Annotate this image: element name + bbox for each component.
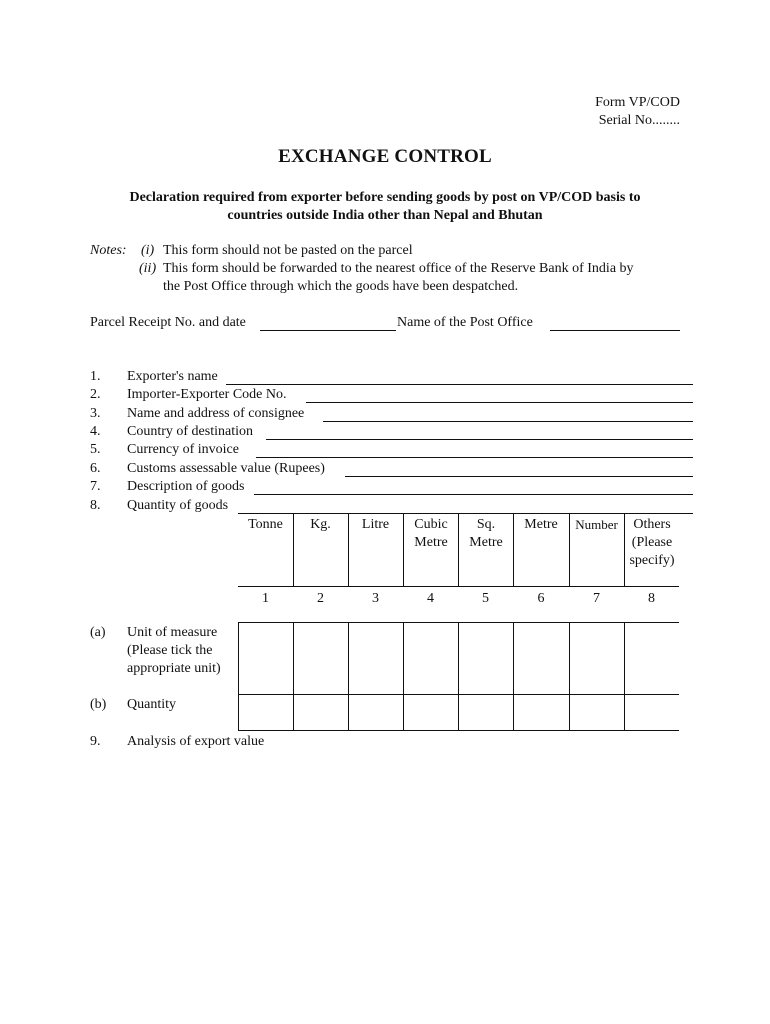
destination-label: Country of destination [127, 424, 253, 439]
unit-tick-cell-others[interactable] [625, 623, 679, 694]
table-col-divider [624, 514, 625, 586]
page-title: EXCHANGE CONTROL [278, 146, 492, 167]
table-rule [238, 730, 679, 731]
unit-header-metre: Metre [524, 517, 558, 532]
table-rule [238, 586, 679, 587]
quantity-cell-sq-metre[interactable] [459, 695, 513, 730]
note-marker-i: (i) [141, 243, 155, 258]
subtitle-line2: countries outside India other than Nepal and Bhutan [227, 208, 543, 223]
item-number: 3. [90, 406, 101, 421]
subtitle-line1: Declaration required from exporter before sending goods by post on VP/COD basis to [129, 190, 641, 205]
item-number: 6. [90, 461, 101, 476]
unit-header-tonne: Tonne [248, 517, 283, 532]
unit-tick-cell-litre[interactable] [349, 623, 403, 694]
quantity-cell-others[interactable] [625, 695, 679, 730]
consignee-field[interactable] [323, 421, 693, 422]
unit-tick-cell-number[interactable] [570, 623, 624, 694]
item-number: 4. [90, 424, 101, 439]
assessable-value-field[interactable] [345, 476, 693, 477]
column-number: 2 [317, 591, 324, 606]
item-number: 8. [90, 498, 101, 513]
assessable-value-label: Customs assessable value (Rupees) [127, 461, 325, 476]
note-text-ii-cont: the Post Office through which the goods have been despatched. [163, 279, 519, 294]
unit-tick-cell-tonne[interactable] [239, 623, 293, 694]
notes-label: Notes: [90, 243, 127, 258]
quantity-label: Quantity [127, 697, 176, 712]
column-number: 3 [372, 591, 379, 606]
quantity-cell-cubic-metre[interactable] [404, 695, 458, 730]
post-office-field[interactable] [550, 330, 680, 331]
column-number: 6 [537, 591, 545, 606]
unit-header-sq-metre: Sq. Metre [469, 517, 503, 550]
item-number: 7. [90, 479, 101, 494]
currency-field[interactable] [256, 457, 693, 458]
column-number: 7 [593, 591, 600, 606]
unit-tick-cell-cubic-metre[interactable] [404, 623, 458, 694]
item-number: 5. [90, 442, 101, 457]
unit-of-measure-note: (Please tick the [127, 643, 213, 658]
exporter-name-field[interactable] [226, 384, 693, 385]
form-code: Form VP/COD [595, 95, 680, 110]
serial-number: Serial No........ [598, 113, 680, 128]
note-text-ii: This form should be forwarded to the nearest office of the Reserve Bank of India by [163, 261, 634, 276]
exporter-name-label: Exporter's name [127, 369, 218, 384]
parcel-receipt-label: Parcel Receipt No. and date [90, 315, 246, 330]
row-a-marker: (a) [90, 625, 106, 640]
quantity-cell-metre[interactable] [514, 695, 569, 730]
column-number: 5 [482, 591, 489, 606]
column-number: 1 [262, 591, 269, 606]
unit-tick-cell-metre[interactable] [514, 623, 569, 694]
quantity-cell-kg[interactable] [294, 695, 348, 730]
unit-header-others: Others (Please specify) [629, 517, 675, 568]
goods-description-label: Description of goods [127, 479, 245, 494]
note-text-i: This form should not be pasted on the parcel [163, 243, 413, 258]
iec-code-label: Importer-Exporter Code No. [127, 387, 287, 402]
unit-header-litre: Litre [361, 517, 390, 532]
item-number: 9. [90, 734, 101, 749]
destination-field[interactable] [266, 439, 693, 440]
unit-of-measure-label: Unit of measure [127, 625, 218, 640]
unit-of-measure-note: appropriate unit) [127, 661, 221, 676]
iec-code-field[interactable] [306, 402, 693, 403]
export-value-analysis-label: Analysis of export value [127, 734, 265, 749]
item-number: 1. [90, 369, 101, 384]
quantity-cell-tonne[interactable] [239, 695, 293, 730]
goods-description-field[interactable] [254, 494, 693, 495]
parcel-receipt-field[interactable] [260, 330, 396, 331]
row-b-marker: (b) [90, 697, 107, 712]
note-marker-ii: (ii) [139, 261, 157, 276]
currency-label: Currency of invoice [127, 442, 239, 457]
quantity-cell-litre[interactable] [349, 695, 403, 730]
column-number: 4 [427, 591, 434, 606]
unit-tick-cell-kg[interactable] [294, 623, 348, 694]
quantity-goods-label: Quantity of goods [127, 498, 229, 513]
table-col-divider [458, 514, 459, 586]
unit-header-number: Number [575, 517, 618, 532]
item-number: 2. [90, 387, 101, 402]
consignee-label: Name and address of consignee [127, 406, 305, 421]
unit-tick-cell-sq-metre[interactable] [459, 623, 513, 694]
post-office-label: Name of the Post Office [397, 315, 533, 330]
unit-header-kg: Kg. [310, 517, 331, 532]
quantity-cell-number[interactable] [570, 695, 624, 730]
unit-header-cubic-metre: Cubic Metre [414, 517, 448, 550]
table-col-divider [403, 514, 404, 586]
column-number: 8 [648, 591, 655, 606]
